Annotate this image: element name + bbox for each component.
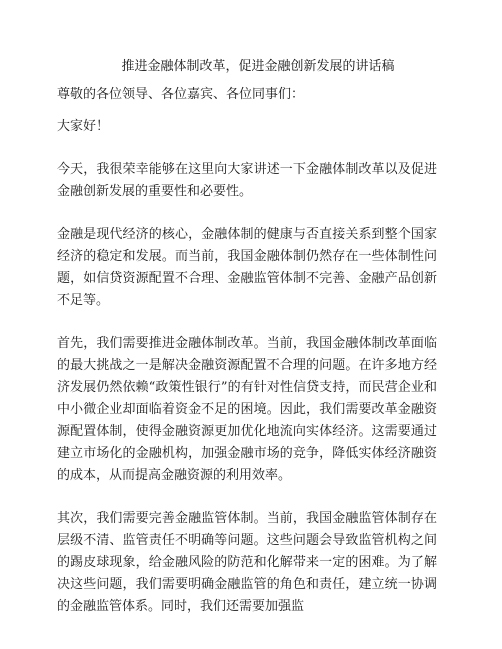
document-body [57,56,437,639]
paragraph-first-point: 首先，我们需要推进金融体制改革。当前，我国金融体制改革面临的最大挑战之一是解决金融资源配置不合理的问题。在许多地方经济发展仍然依赖“政策性银行”的有针对性信贷支持，而民营企业和中小微企业却面临着资金不足的困境。因此，我们需要改革金融资源配置体制，使得金融资源更加优化地流向实体经济。这需要通过建立市场化的金融机构，加强金融市场的竞争，降低实体经济融资的成本，从而提高金融资源的利用效率。 [57,336,437,483]
paragraph-intro: 今天，我很荣幸能够在这里向大家讲述一下金融体制改革以及促进金融创新发展的重要性和必要性。 [57,162,437,199]
salutation: 尊敬的各位领导、各位嘉宾、各位同事们： [57,87,305,102]
greeting: 大家好！ [57,119,110,134]
document-title: 推进金融体制改革，促进金融创新发展的讲话稿 [121,59,395,74]
paragraph-second-point: 其次，我们需要完善金融监管体制。当前，我国金融监管体制存在层级不清、监管责任不明确等问题。这些问题会导致监管机构之间的踢皮球现象，给金融风险的防范和化解带来一定的困难。为了解决这些问题，我们需要明确金融监管的角色和责任，建立统一协调的金融监管体系。同时，我们还需要加强监 [57,511,437,614]
paragraph-background: 金融是现代经济的核心，金融体制的健康与否直接关系到整个国家经济的稳定和发展。而当前，我国金融体制仍然存在一些体制性问题，如信贷资源配置不合理、金融监管体制不完善、金融产品创新不足等。 [57,227,437,308]
